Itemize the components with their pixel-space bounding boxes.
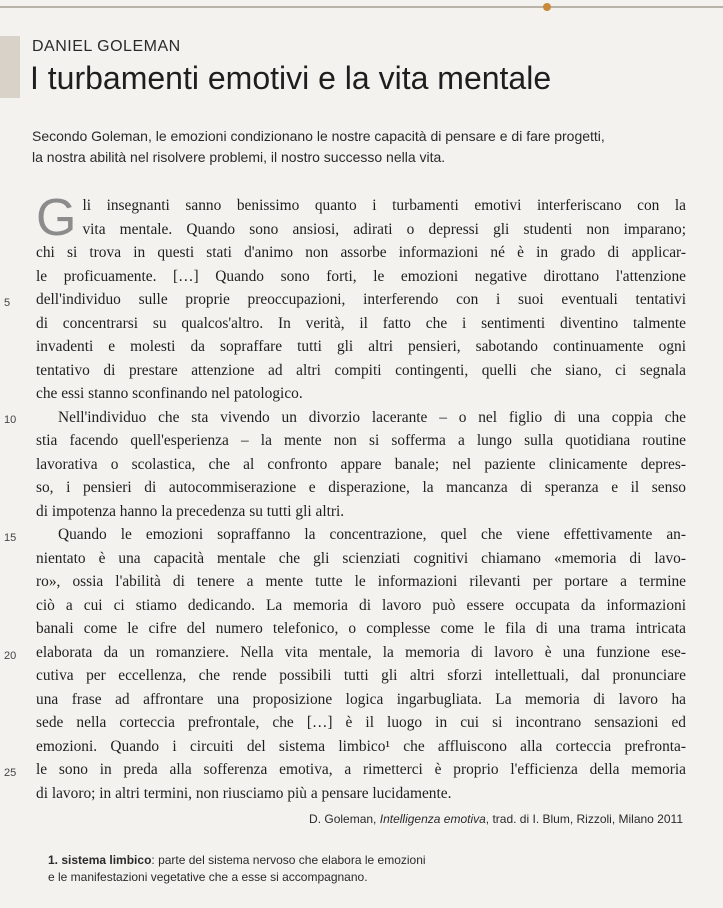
line-number-25: 25 [4,767,17,779]
body-line: tentativo di prestare attenzione ad altri compiti contingenti, quelli che siano, ci segnala [36,361,686,379]
author-name: DANIEL GOLEMAN [32,38,181,55]
line-number-20: 20 [4,650,17,662]
body-line: elaborata da un romanziere. Nella vita mentale, la memoria di lavoro è una funzione ese- [36,643,686,661]
footnote [48,852,426,886]
citation-publisher: , trad. di I. Blum, Rizzoli, Milano 2011 [485,812,683,826]
drop-cap: G [36,189,77,247]
body-line: lavorativa o scolastica, che al confronto appare banale; nel paziente clinicamente depres- [36,455,686,473]
body-line: li insegnanti sanno benissimo quanto i turbamenti emotivi interferiscano con la [82,197,686,214]
line-number-5: 5 [4,297,11,309]
intro-text [32,126,696,168]
body-line: di concentrarsi su qualcos'altro. In verità, il fatto che i sentimenti diventino talmente [36,314,686,332]
line-number-15: 15 [4,532,17,544]
intro-line-1: Secondo Goleman, le emozioni condizionano le nostre capacità di pensare e di fare progetti, [32,128,605,144]
body-line: stia facendo quell'esperienza – la mente non si sofferma a lungo sulla quotidiana routine [36,432,686,449]
body-line: emozioni. Quando i circuiti del sistema limbico¹ che affluiscono alla corteccia prefronta- [36,737,686,755]
body-line: di impotenza hanno la precedenza su tutti gli altri. [36,502,345,520]
footnote-line-2: e le manifestazioni vegetative che a esse si accompagnano. [48,870,368,884]
body-line: le sono in preda alla sofferenza emotiva, a rimetterci è proprio l'efficienza della memoria [36,761,686,778]
body-line: che essi stanno sconfinando nel patologico. [36,385,303,402]
body-line: cutiva per eccellenza, che rende possibili tutti gli altri sforzi intellettuali, dal pronunciare [36,667,686,684]
body-line: invadenti e molesti da sopraffare tutti gli altri pensieri, sabotando continuamente ogni [36,338,686,355]
body-line: Quando le emozioni sopraffanno la concentrazione, quel che viene effettivamente an- [58,526,686,543]
body-line: so, i pensieri di autocommiserazione e disperazione, la mancanza di speranza e il senso [36,479,686,496]
article-body [36,189,686,805]
body-line: Nell'individuo che sta vivendo un divorzio lacerante – o nel figlio di una coppia che [58,408,686,426]
top-rule [0,6,723,8]
body-line: una frase ad affrontare una proposizione logica ingarbugliata. La memoria di lavoro ha [36,690,686,708]
source-citation [309,812,683,826]
line-number-10: 10 [4,414,17,426]
body-line: chi si trova in questi stati d'animo non assorbe informazioni né è in grado di applicar- [36,244,686,261]
body-line: vita mentale. Quando sono ansiosi, adirati o depressi gli studenti non imparano; [82,220,686,238]
body-line: di lavoro; in altri termini, non riusciamo più a pensare lucidamente. [36,784,452,802]
body-line: sede nella corteccia prefrontale, che […] è il luogo in cui si incontrano sensazioni ed [36,714,686,731]
body-line: le proficuamente. […] Quando sono forti, le emozioni negative dirottano l'attenzione [36,267,686,285]
body-line: dell'individuo sulle proprie preoccupazioni, interferendo con i suoi eventuali tentativi [36,291,686,308]
intro-line-2: la nostra abilità nel risolvere problemi, il nostro successo nella vita. [32,149,446,165]
body-line: ro», ossia l'abilità di tenere a mente tutte le informazioni rilevanti per portare a termine [36,573,686,590]
page-tab [0,36,20,98]
footnote-number: 1. [48,853,59,867]
citation-book-title: Intelligenza emotiva [379,812,486,826]
citation-author: D. Goleman, [309,812,380,826]
footnote-term: sistema limbico [61,853,152,867]
body-line: nientato è una capacità mentale che gli scienziati cognitivi chiamano «memoria di lavo- [36,549,686,567]
orange-dot-marker [543,3,551,11]
footnote-definition: : parte del sistema nervoso che elabora le emozioni [151,853,426,867]
body-line: banali come le cifre del numero telefonico, o complesse come le fila di una trama intricata [36,620,686,637]
page-title: I turbamenti emotivi e la vita mentale [30,60,552,96]
body-line: ciò a cui ci stiamo dedicando. La memoria di lavoro può essere occupata da informazioni [36,596,686,614]
